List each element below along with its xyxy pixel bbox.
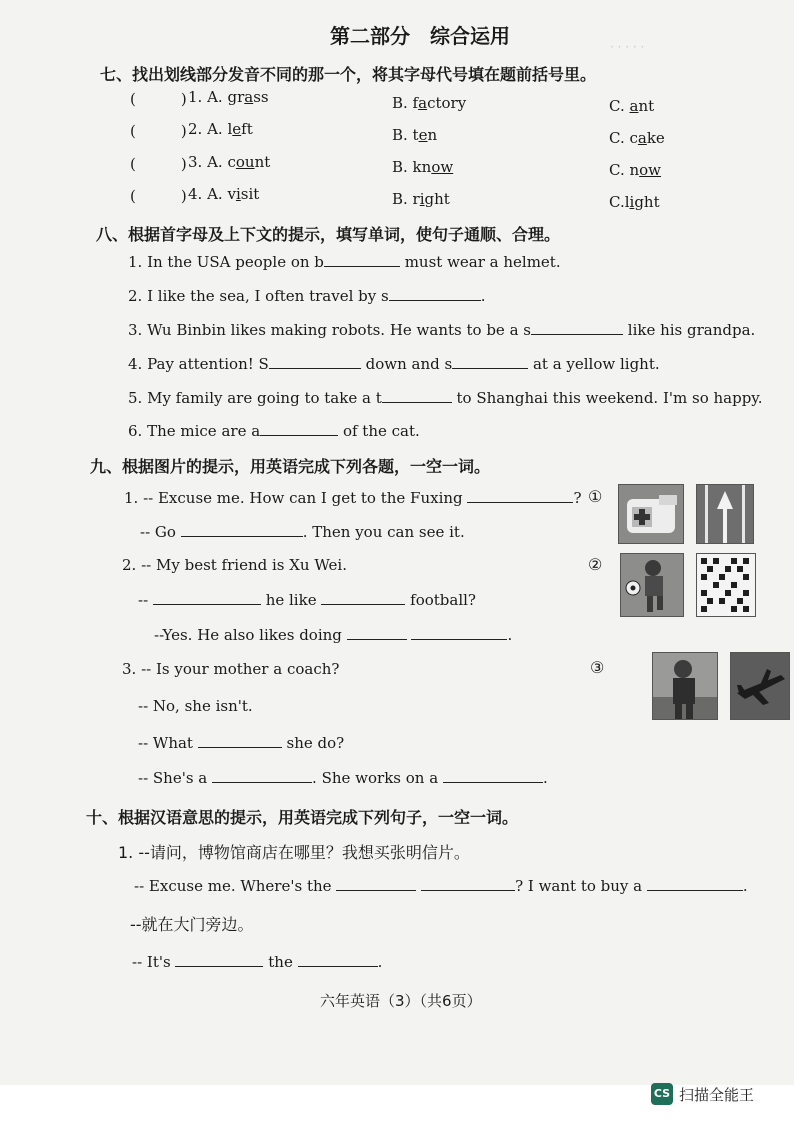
answer-blank[interactable]	[181, 522, 303, 537]
opt-c: C. c	[609, 129, 638, 147]
opt-a: A. gr	[207, 88, 245, 106]
text: .	[507, 626, 513, 644]
s8-q6	[128, 421, 420, 440]
answer-blank[interactable]	[531, 320, 623, 335]
opt-a-underline: a	[244, 88, 254, 106]
text: ?	[573, 489, 582, 507]
text: like his grandpa.	[627, 321, 756, 339]
text: to Shanghai this weekend. I'm so happy.	[456, 389, 763, 407]
section-8-heading: 八、根据首字母及上下文的提示，填写单词，使句子通顺、合理。	[96, 225, 561, 244]
opt-a: A. v	[207, 185, 236, 203]
s8-q1	[128, 252, 561, 271]
answer-blank[interactable]	[467, 488, 573, 503]
opt-b: B. r	[392, 190, 420, 208]
opt-b: B. f	[392, 94, 419, 112]
text: -- What	[138, 734, 193, 752]
text: 5. My family are going to take a t	[128, 389, 382, 407]
answer-paren: ( )	[130, 187, 187, 205]
answer-blank[interactable]	[298, 952, 378, 967]
s10-q1-english	[134, 876, 748, 895]
s9-q2-line3	[154, 625, 512, 644]
s7-q1-c	[609, 97, 654, 115]
s7-q3-c	[609, 161, 661, 179]
answer-blank[interactable]	[382, 388, 452, 403]
text: -- Excuse me. Where's the	[134, 877, 332, 895]
opt-a-rest: sit	[240, 185, 260, 203]
text: 6. The mice are a	[128, 422, 261, 440]
text: . She works on a	[312, 769, 439, 787]
s8-q2	[128, 286, 485, 305]
opt-b-underline: ow	[431, 158, 454, 176]
text: of the cat.	[342, 422, 420, 440]
text: -- Go	[140, 523, 176, 541]
text: he like	[265, 591, 317, 609]
straight-road-picture	[696, 484, 754, 544]
text: .	[542, 769, 548, 787]
airplane-icon	[731, 653, 789, 719]
s8-q5	[128, 388, 763, 407]
hospital-icon	[619, 485, 683, 543]
text: .	[742, 877, 748, 895]
opt-a: A. l	[207, 120, 233, 138]
opt-b: B. kn	[392, 158, 432, 176]
page-title: 第二部分 综合运用	[330, 24, 510, 48]
answer-blank[interactable]	[269, 354, 361, 369]
s9-q3-line1: 3. -- Is your mother a coach?	[122, 660, 340, 678]
opt-a-rest: ss	[253, 88, 269, 106]
text: ? I want to buy a	[515, 877, 643, 895]
s9-q2-line2	[138, 590, 476, 609]
answer-blank[interactable]	[198, 733, 282, 748]
hospital-picture	[618, 484, 684, 544]
s9-q2-line1: 2. -- My best friend is Xu Wei.	[122, 556, 347, 574]
text: 4. Pay attention! S	[128, 355, 269, 373]
text: at a yellow light.	[532, 355, 660, 373]
airplane-picture	[730, 652, 790, 720]
s7-q1	[188, 88, 269, 106]
text: 2. I like the sea, I often travel by s	[128, 287, 389, 305]
answer-blank[interactable]	[260, 421, 338, 436]
text: football?	[410, 591, 476, 609]
s7-q3-b	[392, 158, 453, 176]
opt-a-underline: ou	[235, 153, 255, 171]
q-num: 1.	[188, 88, 203, 106]
section-7-heading: 七、找出划线部分发音不同的那一个，将其字母代号填在题前括号里。	[100, 65, 597, 84]
s9-q1-line2	[140, 522, 465, 541]
answer-paren: ( )	[130, 155, 187, 173]
answer-blank[interactable]	[321, 590, 405, 605]
section-9-heading: 九、根据图片的提示，用英语完成下列各题，一空一词。	[90, 457, 491, 476]
s7-q2	[188, 120, 253, 138]
s7-q2-b	[392, 126, 437, 144]
opt-b: B. t	[392, 126, 419, 144]
camscanner-logo-icon: CS	[651, 1083, 673, 1105]
opt-c-rest: ght	[634, 193, 660, 211]
opt-c-underline: ow	[639, 161, 662, 179]
answer-blank[interactable]	[324, 252, 400, 267]
text: --	[138, 591, 149, 609]
picture-marker-2: ②	[588, 555, 603, 574]
road-arrow-icon	[697, 485, 753, 543]
s8-q4	[128, 354, 660, 373]
text: must wear a helmet.	[404, 253, 561, 271]
crossword-icon	[697, 554, 755, 616]
opt-b-underline: i	[419, 190, 425, 208]
pilot-icon	[653, 653, 717, 719]
opt-c-underline: i	[629, 193, 635, 211]
text: . Then you can see it.	[302, 523, 465, 541]
s9-q1-line1	[124, 488, 581, 507]
text: -- She's a	[138, 769, 208, 787]
answer-blank[interactable]	[175, 952, 263, 967]
bleed-through: · · · · ·	[610, 40, 645, 54]
section-10-heading: 十、根据汉语意思的提示，用英语完成下列句子，一空一词。	[86, 808, 519, 827]
scanner-watermark: 扫描全能王	[679, 1086, 755, 1104]
opt-c: C.l	[609, 193, 630, 211]
s10-q1-answer	[132, 952, 382, 971]
opt-c-underline: a	[637, 129, 647, 147]
picture-marker-1: ①	[588, 487, 603, 506]
opt-c: C.	[609, 97, 630, 115]
opt-a-underline: e	[232, 120, 242, 138]
s7-q4-b	[392, 190, 450, 208]
opt-c: C. n	[609, 161, 640, 179]
text: 3. Wu Binbin likes making robots. He wants to be a s	[128, 321, 531, 339]
s9-q3-line3	[138, 733, 344, 752]
picture-marker-3: ③	[590, 658, 605, 677]
text: --Yes. He also likes doing	[154, 626, 342, 644]
answer-blank[interactable]	[443, 768, 543, 783]
q-num: 3.	[188, 153, 203, 171]
opt-b-rest: n	[427, 126, 438, 144]
text: 1. In the USA people on b	[128, 253, 324, 271]
answer-blank[interactable]	[347, 625, 407, 640]
s7-q2-c	[609, 129, 665, 147]
opt-b-underline: a	[418, 94, 428, 112]
text: she do?	[286, 734, 345, 752]
answer-blank[interactable]	[411, 625, 507, 640]
answer-paren: ( )	[130, 90, 187, 108]
s8-q3	[128, 320, 755, 339]
s7-q4	[188, 185, 259, 203]
answer-blank[interactable]	[212, 768, 312, 783]
football-boy-icon	[621, 554, 683, 616]
s7-q4-c	[609, 193, 660, 211]
answer-blank[interactable]	[389, 286, 481, 301]
opt-a-underline: i	[235, 185, 241, 203]
text: the	[268, 953, 293, 971]
answer-blank[interactable]	[452, 354, 528, 369]
opt-a-rest: nt	[254, 153, 271, 171]
answer-blank[interactable]	[647, 876, 743, 891]
opt-b-underline: e	[418, 126, 428, 144]
text: .	[480, 287, 486, 305]
s10-q1-chinese: 1. --请问，博物馆商店在哪里？我想买张明信片。	[118, 843, 470, 862]
s7-q1-b	[392, 94, 466, 112]
answer-blank[interactable]	[153, 590, 261, 605]
q-num: 2.	[188, 120, 203, 138]
answer-paren: ( )	[130, 122, 187, 140]
opt-c-underline: a	[629, 97, 639, 115]
s7-q3	[188, 153, 270, 171]
page-footer: 六年英语（3）（共6页）	[320, 992, 482, 1010]
text: down and s	[365, 355, 453, 373]
answer-blank[interactable]	[336, 876, 416, 891]
s9-q3-line2: -- No, she isn't.	[138, 697, 253, 715]
text: -- It's	[132, 953, 171, 971]
crossword-picture	[696, 553, 756, 617]
text: 1. -- Excuse me. How can I get to the Fuxing	[124, 489, 463, 507]
football-boy-picture	[620, 553, 684, 617]
text: .	[377, 953, 383, 971]
opt-c-rest: nt	[638, 97, 655, 115]
opt-a-rest: ft	[241, 120, 253, 138]
answer-blank[interactable]	[421, 876, 515, 891]
opt-c-rest: ke	[646, 129, 665, 147]
s10-q1-chinese-answer: --就在大门旁边。	[130, 915, 254, 934]
opt-b-rest: ght	[424, 190, 450, 208]
pilot-picture	[652, 652, 718, 720]
opt-a: A. c	[207, 153, 236, 171]
s9-q3-line4	[138, 768, 548, 787]
opt-b-rest: ctory	[427, 94, 467, 112]
q-num: 4.	[188, 185, 203, 203]
